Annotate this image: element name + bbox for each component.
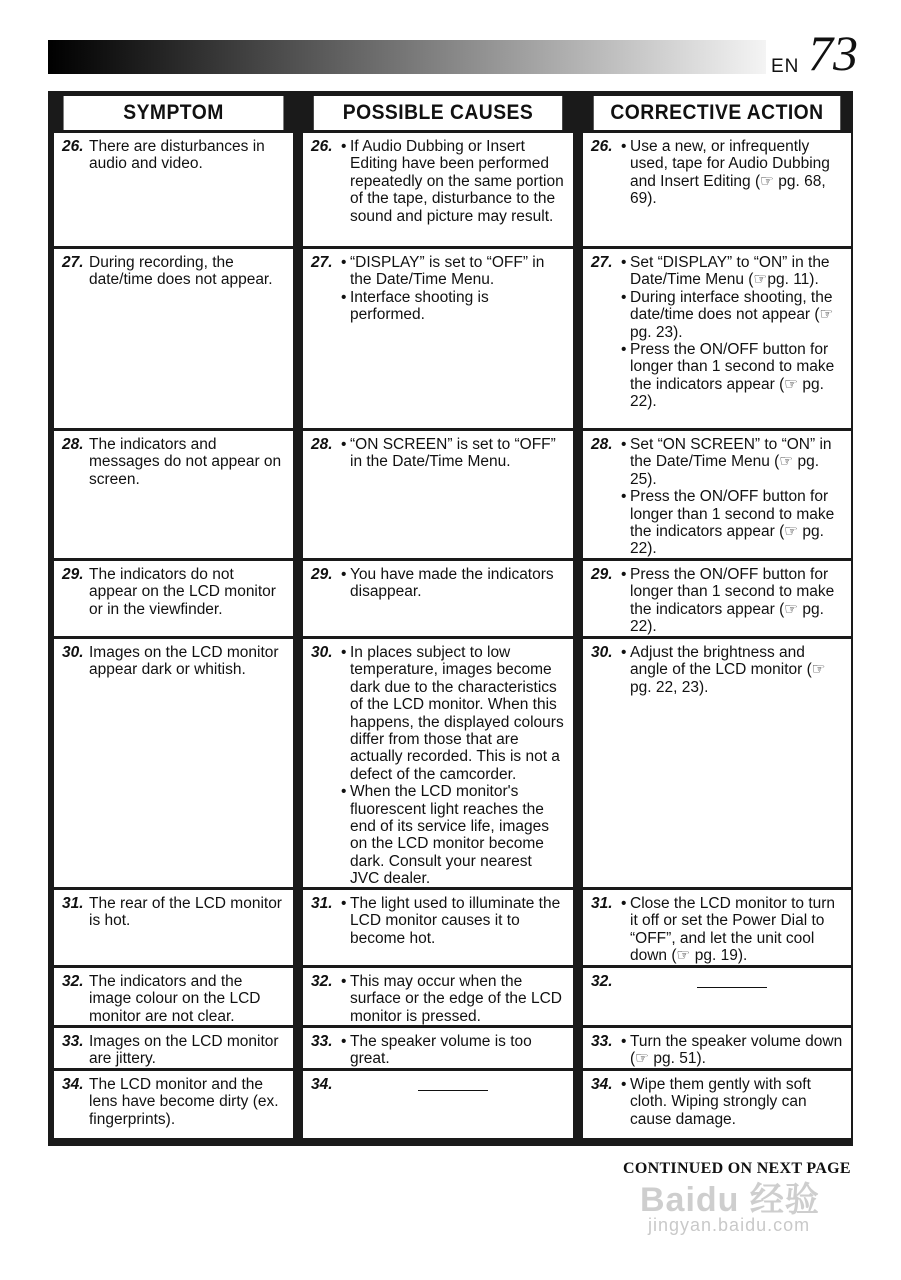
bullet-dot: • <box>341 895 347 912</box>
cell-item <box>311 973 565 1025</box>
bullet-dot: • <box>621 254 627 271</box>
bullet-text: Close the LCD monitor to turn it off or set the Power Dial to “OFF”, and let the unit cool down (☞ pg. 19). <box>630 895 836 965</box>
bullet-text: Press the ON/OFF button for longer than 1 second to make the indicators appear (☞ pg. 22). <box>630 566 835 636</box>
item-number: 31. <box>311 895 333 912</box>
item-number: 33. <box>62 1033 84 1050</box>
bullet-dot: • <box>341 973 347 990</box>
action-cell <box>583 561 851 636</box>
bullet-item <box>621 1076 843 1128</box>
bullet-dot: • <box>341 644 347 661</box>
bullet-item <box>341 566 565 601</box>
item-number: 28. <box>62 436 84 453</box>
symptom-cell <box>54 639 293 887</box>
header-gradient-bar <box>48 40 766 74</box>
bullet-dot: • <box>621 288 627 306</box>
symptom-text: The LCD monitor and the lens have become dirty (ex. fingerprints). <box>89 1076 279 1128</box>
causes-cell <box>303 249 573 428</box>
bullet-dot: • <box>621 488 627 506</box>
bullet-dot: • <box>341 138 347 155</box>
symptom-text: Images on the LCD monitor appear dark or whitish. <box>89 644 279 679</box>
bullet-list <box>341 895 565 947</box>
symptom-cell <box>54 1071 293 1138</box>
bullet-list <box>621 254 843 411</box>
symptom-text: Images on the LCD monitor are jittery. <box>89 1033 279 1068</box>
cell-item <box>591 973 843 990</box>
bullet-text: Set “ON SCREEN” to “ON” in the Date/Time Menu (☞ pg. 25). <box>630 436 832 488</box>
causes-cell <box>303 1071 573 1138</box>
item-number: 27. <box>311 254 333 271</box>
bullet-dot: • <box>621 566 627 583</box>
action-cell <box>583 968 851 1025</box>
causes-cell <box>303 133 573 246</box>
bullet-text: Wipe them gently with soft cloth. Wiping strongly can cause damage. <box>630 1076 811 1128</box>
empty-dash-line <box>418 1090 488 1091</box>
cell-item <box>311 138 565 225</box>
bullet-list <box>341 138 565 225</box>
bullet-list <box>621 436 843 558</box>
cell-item <box>62 566 285 618</box>
cell-item <box>591 1033 843 1068</box>
symptom-text: The indicators and the image colour on the LCD monitor are not clear. <box>89 973 261 1025</box>
bullet-text: Interface shooting is performed. <box>350 288 489 324</box>
bullet-item <box>341 254 565 289</box>
causes-cell <box>303 890 573 965</box>
bullet-dot: • <box>341 783 347 801</box>
bullet-text: The speaker volume is too great. <box>350 1033 532 1068</box>
bullet-item <box>341 895 565 947</box>
cell-item <box>311 436 565 471</box>
symptom-text: There are disturbances in audio and video. <box>89 138 265 173</box>
symptom-text: The rear of the LCD monitor is hot. <box>89 895 282 930</box>
symptom-text: The indicators and messages do not appear on screen. <box>89 436 282 488</box>
header-symptom: SYMPTOM <box>64 96 284 130</box>
cell-item <box>591 254 843 411</box>
bullet-item <box>341 436 565 471</box>
action-cell <box>583 249 851 428</box>
item-number: 32. <box>311 973 333 990</box>
causes-cell <box>303 431 573 558</box>
bullet-text: The light used to illuminate the LCD monitor causes it to become hot. <box>350 895 561 947</box>
bullet-list <box>341 1033 565 1068</box>
watermark-logo: Baidu 经验 <box>640 1181 820 1219</box>
symptom-text: During recording, the date/time does not appear. <box>89 254 273 289</box>
bullet-item <box>341 783 565 887</box>
cell-item <box>62 644 285 679</box>
cell-item <box>591 1076 843 1128</box>
bullet-text: Adjust the brightness and angle of the LCD monitor (☞ pg. 22, 23). <box>630 644 826 696</box>
symptom-cell <box>54 431 293 558</box>
bullet-item <box>341 973 565 1025</box>
bullet-text: “ON SCREEN” is set to “OFF” in the Date/Time Menu. <box>350 436 556 471</box>
bullet-item <box>621 436 843 488</box>
symptom-text: The indicators do not appear on the LCD monitor or in the viewfinder. <box>89 566 276 618</box>
item-number: 29. <box>311 566 333 583</box>
bullet-list <box>621 895 843 965</box>
cell-item <box>591 566 843 636</box>
causes-cell <box>303 639 573 887</box>
cell-item <box>311 254 565 324</box>
action-cell <box>583 431 851 558</box>
bullet-list <box>341 644 565 887</box>
bullet-dot: • <box>621 1033 627 1050</box>
bullet-text: During interface shooting, the date/time does not appear (☞ pg. 23). <box>630 288 834 341</box>
bullet-dot: • <box>341 566 347 583</box>
bullet-item <box>341 138 565 225</box>
bullet-list <box>341 254 565 324</box>
cell-item <box>62 254 285 289</box>
bullet-text: Set “DISPLAY” to “ON” in the Date/Time Menu (☞pg. 11). <box>630 254 830 289</box>
bullet-dot: • <box>341 436 347 453</box>
action-cell <box>583 133 851 246</box>
bullet-item <box>621 289 843 341</box>
bullet-dot: • <box>341 254 347 271</box>
bullet-item <box>621 254 843 289</box>
item-number: 26. <box>62 138 84 155</box>
watermark-url: jingyan.baidu.com <box>648 1215 811 1235</box>
item-number: 27. <box>62 254 84 271</box>
bullet-text: Press the ON/OFF button for longer than 1 second to make the indicators appear (☞ pg. 22). <box>630 488 835 558</box>
item-number: 29. <box>62 566 84 583</box>
header-possible-causes: POSSIBLE CAUSES <box>314 96 562 130</box>
bullet-dot: • <box>621 644 627 661</box>
cell-item <box>591 895 843 965</box>
causes-cell <box>303 561 573 636</box>
item-number: 28. <box>591 436 613 453</box>
bullet-item <box>341 644 565 783</box>
symptom-cell <box>54 249 293 428</box>
symptom-cell <box>54 561 293 636</box>
bullet-dot: • <box>621 138 627 155</box>
cell-item <box>311 895 565 947</box>
language-label: EN <box>771 56 800 77</box>
item-number: 27. <box>591 254 613 271</box>
item-number: 32. <box>62 973 84 990</box>
item-number: 29. <box>591 566 613 583</box>
bullet-text: When the LCD monitor's fluorescent light reaches the end of its service life, images on the LCD monitor become dark. Consult your nearest JVC dealer. <box>350 783 550 887</box>
bullet-item <box>621 138 843 208</box>
bullet-list <box>341 566 565 601</box>
bullet-item <box>621 644 843 696</box>
bullet-list <box>341 1076 565 1091</box>
bullet-list <box>621 566 843 636</box>
item-number: 32. <box>591 973 613 990</box>
bullet-text: In places subject to low temperature, images become dark due to the characteristics of the LCD monitor. When this happens, the displayed colours differ from those that are actually recorded. This is not a defect of the camcorder. <box>350 644 564 783</box>
cell-item <box>62 138 285 173</box>
bullet-list <box>621 973 843 988</box>
bullet-text: This may occur when the surface or the edge of the LCD monitor is pressed. <box>350 973 562 1025</box>
cell-item <box>62 436 285 488</box>
bullet-list <box>341 973 565 1025</box>
troubleshooting-table <box>48 91 853 1146</box>
item-number: 33. <box>311 1033 333 1050</box>
item-number: 30. <box>591 644 613 661</box>
bullet-item <box>621 488 843 558</box>
cell-item <box>311 1076 565 1093</box>
symptom-cell <box>54 890 293 965</box>
bullet-list <box>341 436 565 471</box>
cell-item <box>591 436 843 558</box>
action-cell <box>583 639 851 887</box>
bullet-text: If Audio Dubbing or Insert Editing have been performed repeatedly on the same portion of the tape, disturbance to the sound and picture may result. <box>350 138 564 225</box>
bullet-list <box>621 1076 843 1128</box>
bullet-item <box>621 895 843 965</box>
bullet-list <box>621 138 843 208</box>
cell-item <box>311 566 565 601</box>
symptom-cell <box>54 1028 293 1068</box>
symptom-cell <box>54 968 293 1025</box>
cell-item <box>62 895 285 930</box>
cell-item <box>62 1033 285 1068</box>
bullet-dot: • <box>621 895 627 912</box>
item-number: 28. <box>311 436 333 453</box>
bullet-dot: • <box>621 436 627 453</box>
action-cell <box>583 890 851 965</box>
action-cell <box>583 1071 851 1138</box>
page-number: 73 <box>808 25 858 81</box>
item-number: 30. <box>311 644 333 661</box>
causes-cell <box>303 1028 573 1068</box>
bullet-dot: • <box>621 1076 627 1093</box>
item-number: 34. <box>591 1076 613 1093</box>
cell-item <box>311 1033 565 1068</box>
item-number: 26. <box>591 138 613 155</box>
table-grid <box>54 96 847 1141</box>
bullet-dot: • <box>341 1033 347 1050</box>
cell-item <box>591 138 843 208</box>
bullet-text: You have made the indicators disappear. <box>350 566 554 601</box>
bullet-text: Use a new, or infrequently used, tape for Audio Dubbing and Insert Editing (☞ pg. 68, 69). <box>630 138 830 208</box>
bullet-item <box>621 566 843 636</box>
cell-item <box>62 973 285 1025</box>
bullet-dot: • <box>621 341 627 359</box>
bullet-list <box>621 644 843 696</box>
bullet-item <box>341 1033 565 1068</box>
action-cell <box>583 1028 851 1068</box>
bullet-dot: • <box>341 288 347 306</box>
bullet-text: “DISPLAY” is set to “OFF” in the Date/Time Menu. <box>350 254 545 289</box>
item-number: 34. <box>62 1076 84 1093</box>
cell-item <box>311 644 565 887</box>
bullet-item <box>621 341 843 411</box>
cell-item <box>62 1076 285 1128</box>
bullet-list <box>621 1033 843 1068</box>
header-corrective-action: CORRECTIVE ACTION <box>594 96 841 130</box>
item-number: 31. <box>62 895 84 912</box>
cell-item <box>591 644 843 696</box>
bullet-item <box>341 289 565 324</box>
bullet-item <box>621 1033 843 1068</box>
item-number: 34. <box>311 1076 333 1093</box>
item-number: 26. <box>311 138 333 155</box>
empty-dash-line <box>697 987 767 988</box>
item-number: 30. <box>62 644 84 661</box>
continued-note: CONTINUED ON NEXT PAGE <box>623 1160 851 1177</box>
item-number: 33. <box>591 1033 613 1050</box>
symptom-cell <box>54 133 293 246</box>
item-number: 31. <box>591 895 613 912</box>
bullet-text: Press the ON/OFF button for longer than 1 second to make the indicators appear (☞ pg. 22). <box>630 341 835 411</box>
bullet-text: Turn the speaker volume down (☞ pg. 51). <box>630 1033 843 1068</box>
causes-cell <box>303 968 573 1025</box>
